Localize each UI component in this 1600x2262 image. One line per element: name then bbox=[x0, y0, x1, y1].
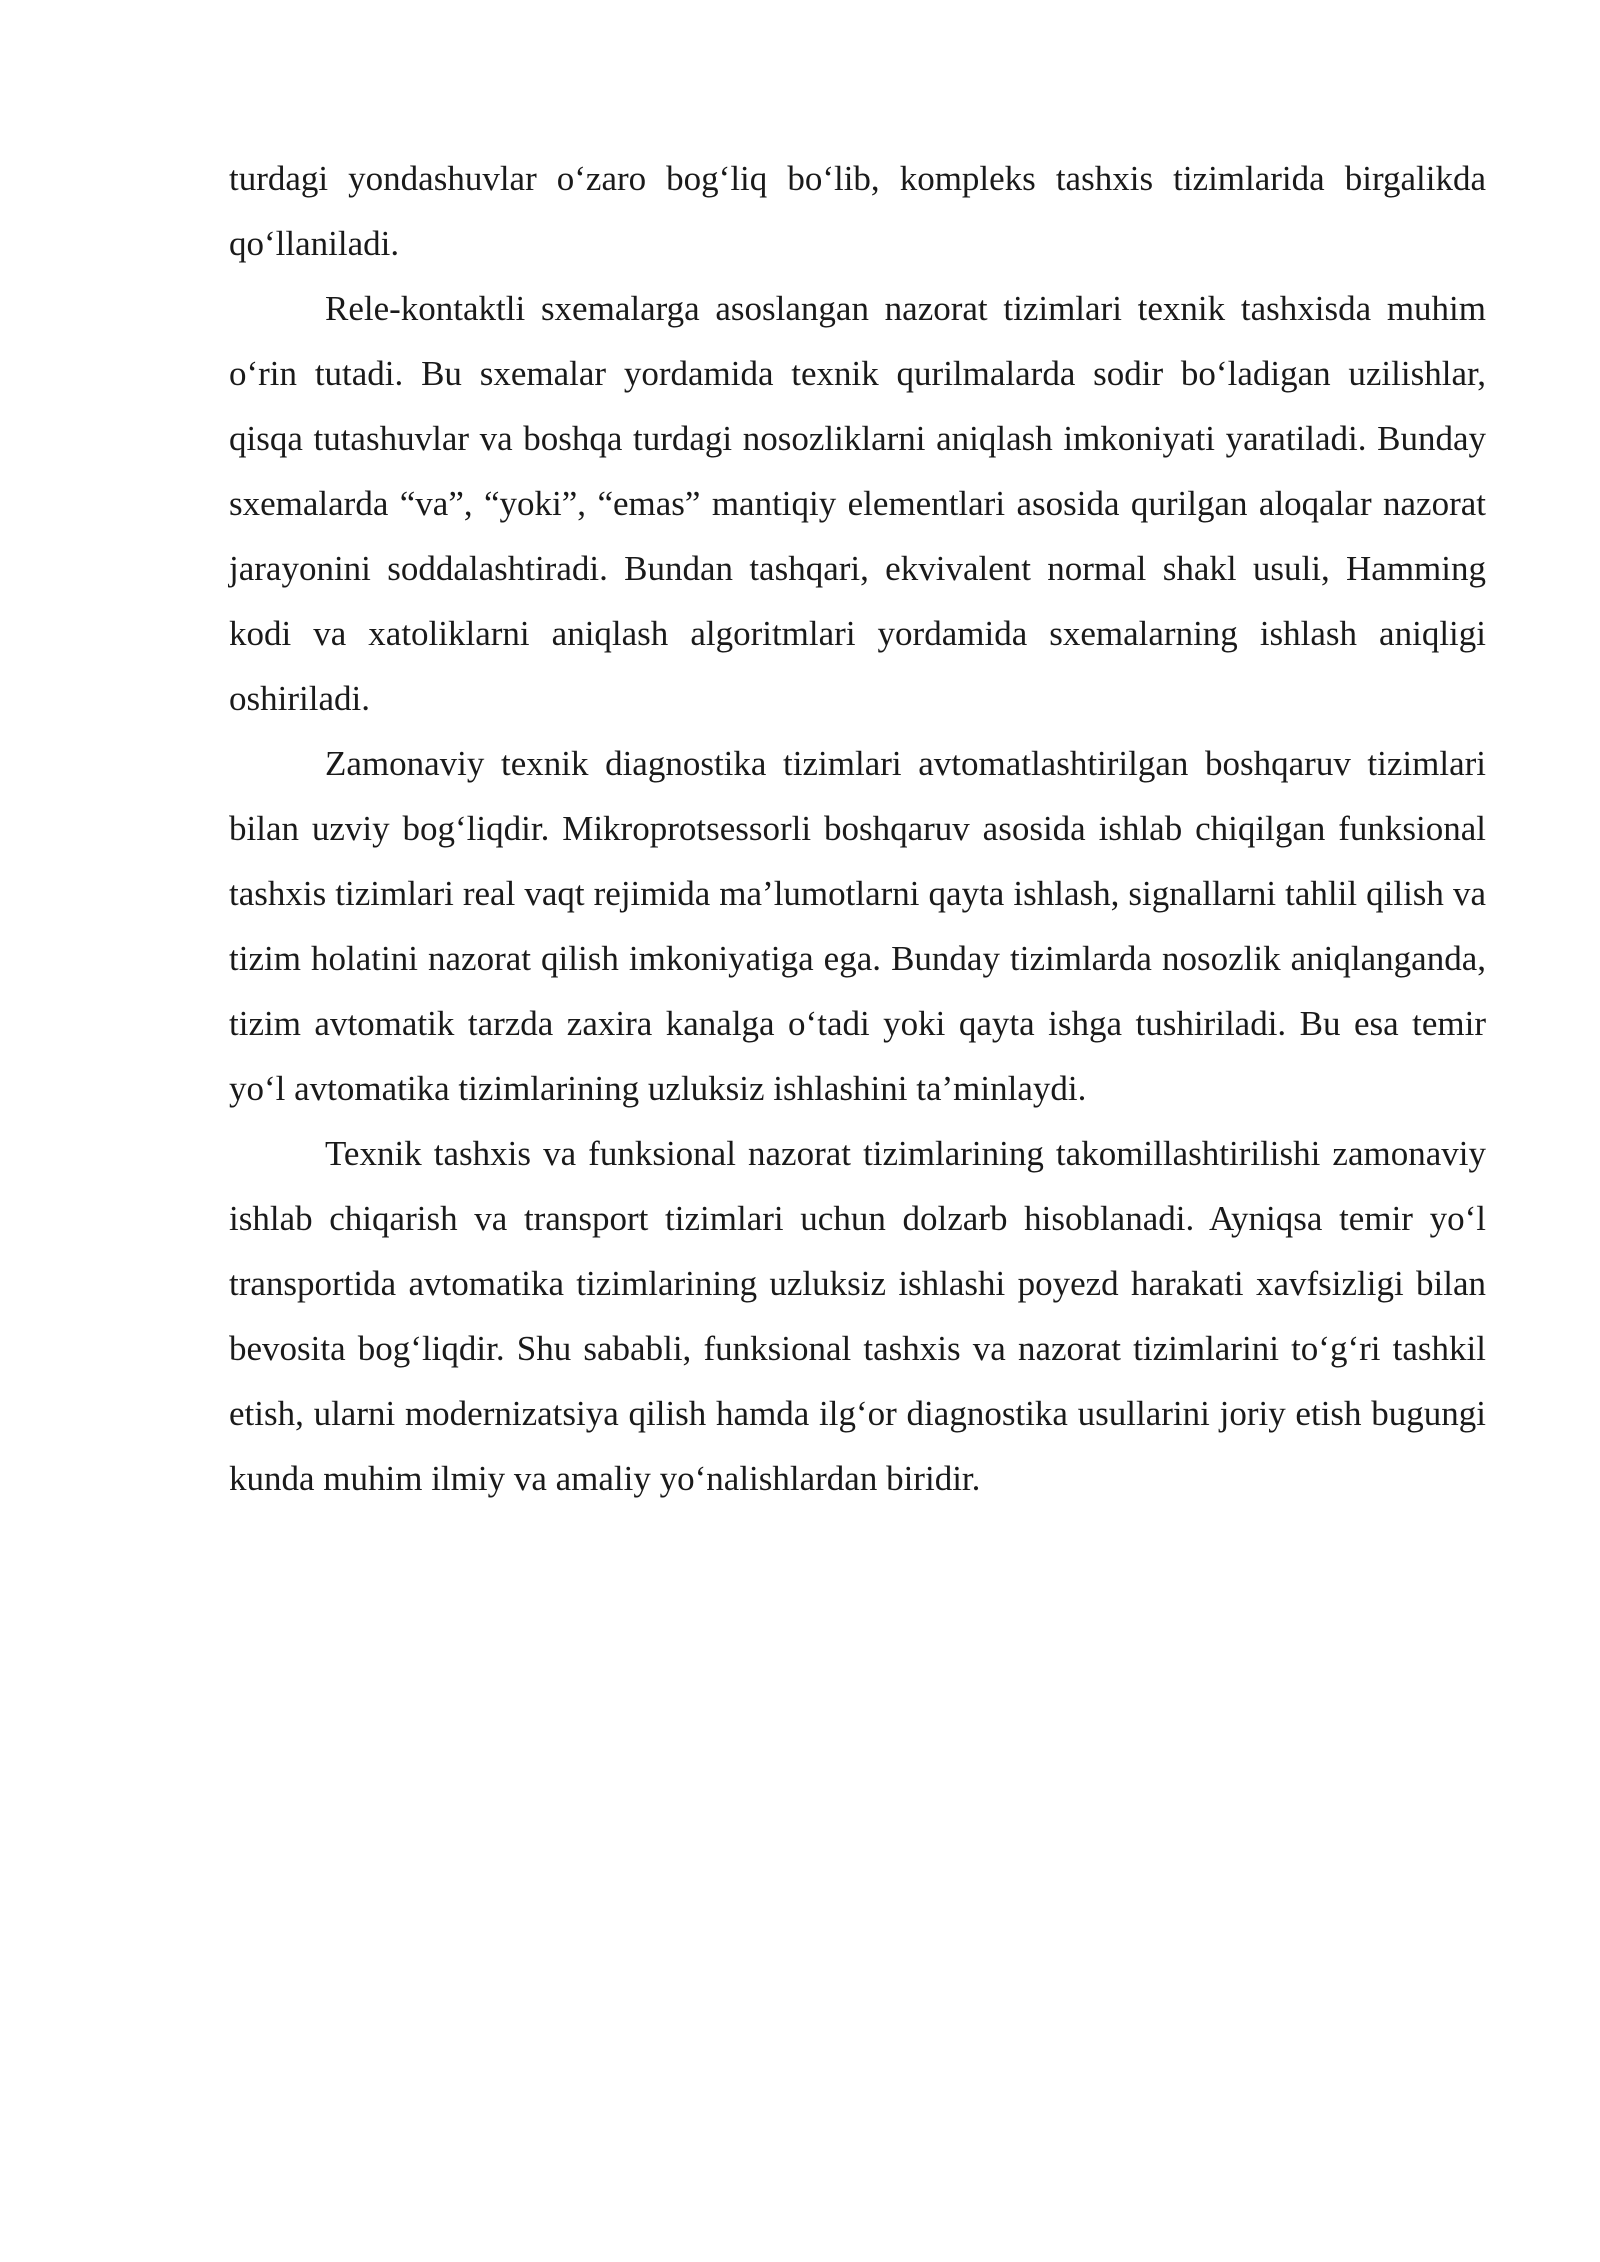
paragraph-relay-contact-schemes: Rele-kontaktli sxemalarga asoslangan nazorat tizimlari texnik tashxisda muhim o‘rin tutadi. Bu sxemalar yordamida texnik qurilmalarda sodir bo‘ladigan uzilishlar, qisqa tutashuvlar va boshqa turdagi nosozliklarni aniqlash imkoniyati yaratiladi. Bunday sxemalarda “va”, “yoki”, “emas” mantiqiy elementlari asosida qurilgan aloqalar nazorat jarayonini soddalashtiradi. Bundan tashqari, ekvivalent normal shakl usuli, Hamming kodi va xatoliklarni aniqlash algoritmlari yordamida sxemalarning ishlash aniqligi oshiriladi. bbox=[229, 289, 1486, 718]
paragraph-continuation: turdagi yondashuvlar o‘zaro bog‘liq bo‘lib, kompleks tashxis tizimlarida birgalikda qo‘llaniladi. bbox=[229, 159, 1486, 263]
paragraph-modern-diagnostics: Zamonaviy texnik diagnostika tizimlari avtomatlashtirilgan boshqaruv tizimlari bilan uzviy bog‘liqdir. Mikroprotsessorli boshqaruv asosida ishlab chiqilgan funksional tashxis tizimlari real vaqt rejimida ma’lumotlarni qayta ishlash, signallarni tahlil qilish va tizim holatini nazorat qilish imkoniyatiga ega. Bunday tizimlarda nosozlik aniqlanganda, tizim avtomatik tarzda zaxira kanalga o‘tadi yoki qayta ishga tushiriladi. Bu esa temir yo‘l avtomatika tizimlarining uzluksiz ishlashini ta’minlaydi. bbox=[229, 744, 1486, 1108]
document-page bbox=[229, 146, 1486, 1511]
paragraph-improvement-conclusion: Texnik tashxis va funksional nazorat tizimlarining takomillashtirilishi zamonaviy ishlab chiqarish va transport tizimlari uchun dolzarb hisoblanadi. Ayniqsa temir yo‘l transportida avtomatika tizimlarining uzluksiz ishlashi poyezd harakati xavfsizligi bilan bevosita bog‘liqdir. Shu sababli, funksional tashxis va nazorat tizimlarini to‘g‘ri tashkil etish, ularni modernizatsiya qilish hamda ilg‘or diagnostika usullarini joriy etish bugungi kunda muhim ilmiy va amaliy yo‘nalishlardan biridir. bbox=[229, 1134, 1486, 1498]
